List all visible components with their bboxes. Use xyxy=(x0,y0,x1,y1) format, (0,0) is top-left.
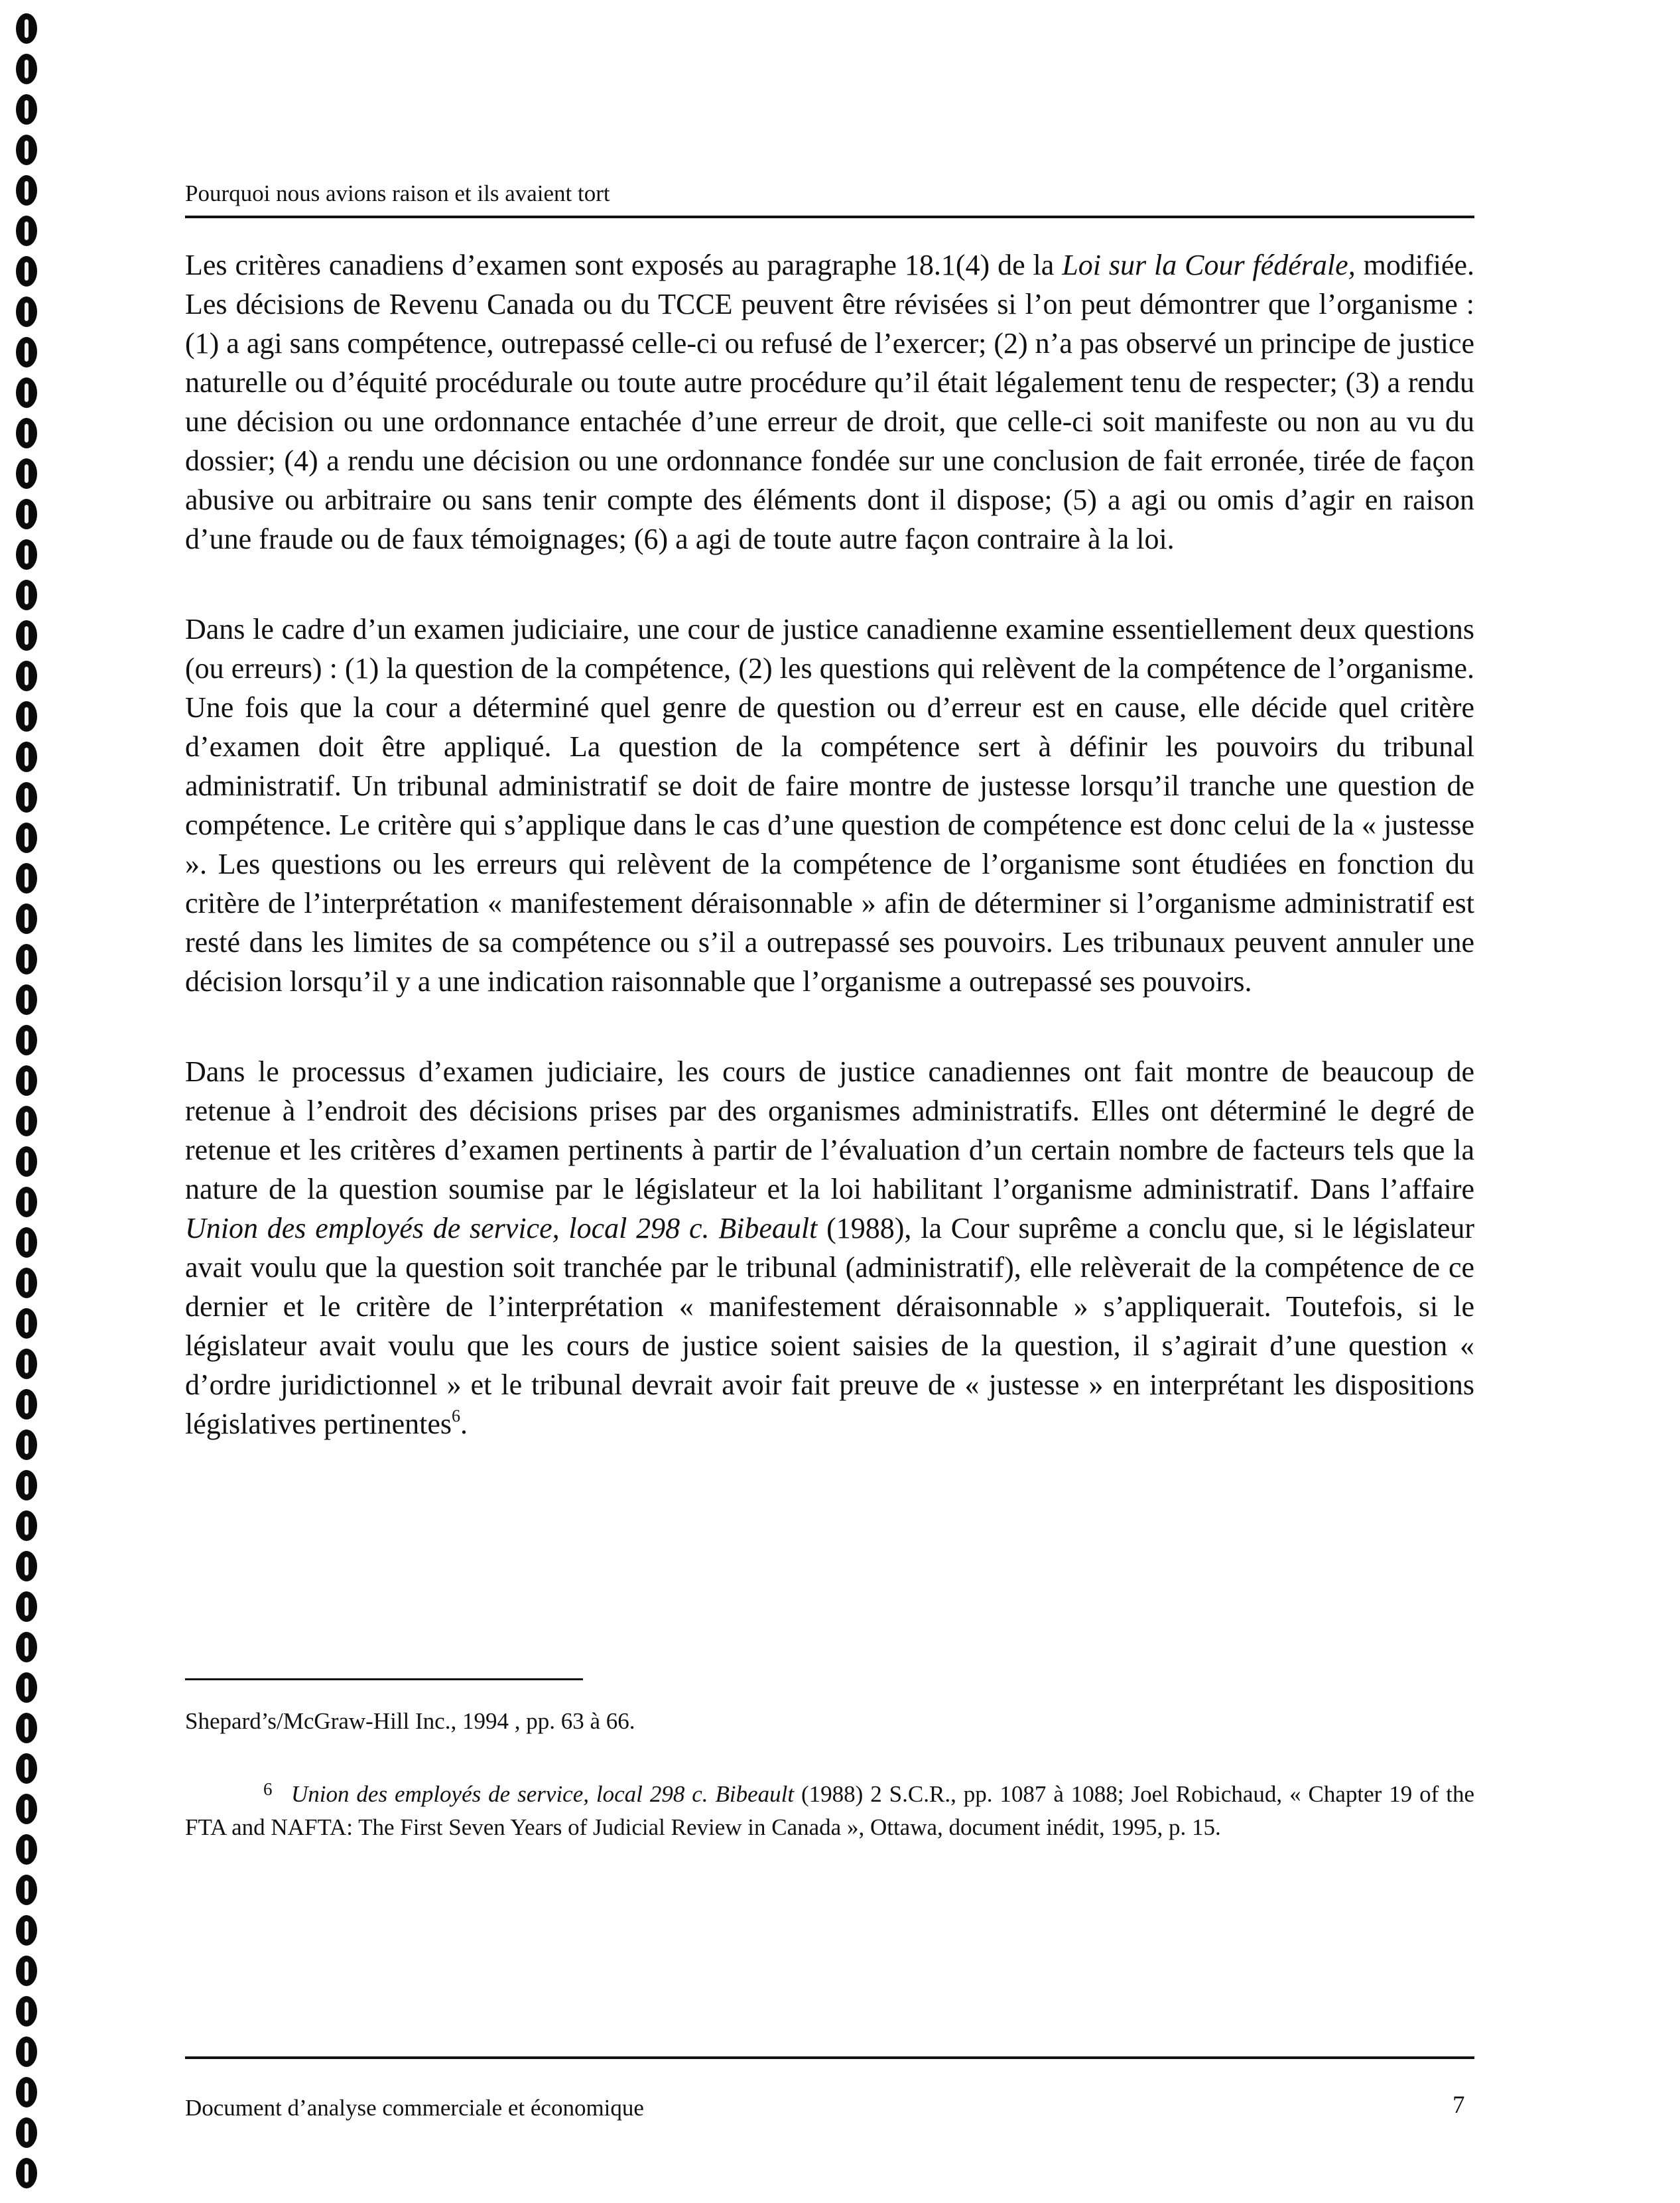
binding-hole xyxy=(16,418,37,448)
binding-hole xyxy=(16,1510,37,1541)
header-rule xyxy=(185,216,1474,218)
binding-hole xyxy=(16,1591,37,1622)
binding-hole xyxy=(16,661,37,691)
paragraph-1-text-b: modifiée. Les décisions de Revenu Canada ou du TCCE peuvent être révisées si l’on peut démontrer que l’organisme : (1) a agi sans compétence, outrepassé celle-ci ou refusé de l’exercer; (2) n’a pas observé un principe de justice naturelle ou d’équité procédurale ou toute autre procédure qu’il était légalement tenu de respecter; (3) a rendu une décision ou une ordonnance entachée d’une erreur de droit, que celle-ci soit manifeste ou non au vu du dossier; (4) a rendu une décision ou une ordonnance fondée sur une conclusion de fait erronée, tirée de façon abusive ou arbitraire ou sans tenir compte des éléments dont il dispose; (5) a agi ou omis d’agir en raison d’une fraude ou de faux témoignages; (6) a agi de toute autre façon contraire à la loi. xyxy=(185,249,1474,555)
binding-hole xyxy=(16,1308,37,1339)
binding-hole xyxy=(16,1794,37,1824)
binding-hole xyxy=(16,1996,37,2027)
paragraph-1-text-a: Les critères canadiens d’examen sont exposés au paragraphe 18.1(4) de la xyxy=(185,249,1063,281)
binding-hole xyxy=(16,1349,37,1379)
binding-hole xyxy=(16,1713,37,1743)
binding-hole xyxy=(16,2158,37,2188)
footnotes xyxy=(185,1705,1474,1844)
binding-hole xyxy=(16,458,37,489)
running-header: Pourquoi nous avions raison et ils avaient tort xyxy=(185,180,610,206)
binding-hole xyxy=(16,782,37,813)
binding-hole xyxy=(16,1956,37,1986)
binding-hole xyxy=(16,377,37,408)
paragraph-2: Dans le cadre d’un examen judiciaire, une cour de justice canadienne examine essentiellement deux questions (ou erreurs) : (1) la question de la compétence, (2) les questions qui relèvent de la compétence de l’organisme. Une fois que la cour a déterminé quel genre de question ou d’erreur est en cause, elle décide quel critère d’examen doit être appliqué. La question de la compétence sert à définir les pouvoirs du tribunal administratif. Un tribunal administratif se doit de faire montre de justesse lorsqu’il tranche une question de compétence. Le critère qui s’applique dans le cas d’une question de compétence est donc celui de la « justesse ». Les questions ou les erreurs qui relèvent de la compétence de l’organisme sont étudiées en fonction du critère de l’interprétation « manifestement déraisonnable » afin de déterminer si l’organisme administratif est resté dans les limites de sa compétence ou s’il a outrepassé ses pouvoirs. Les tribunaux peuvent annuler une décision lorsqu’il y a une indication raisonnable que l’organisme a outrepassé ses pouvoirs. xyxy=(185,613,1474,998)
binding-hole xyxy=(16,1915,37,1946)
footnote-6-italic: Union des employés de service, local 298 c. Bibeault xyxy=(291,1781,795,1807)
binding-hole xyxy=(16,984,37,1015)
paragraph-3 xyxy=(185,1052,1474,1443)
main-text xyxy=(185,245,1474,1495)
binding-hole xyxy=(16,1025,37,1055)
binding-hole xyxy=(16,94,37,125)
paragraph-1-italic: Loi sur la Cour fédérale, xyxy=(1062,249,1356,281)
binding-hole xyxy=(16,2117,37,2148)
binding-hole xyxy=(16,903,37,934)
footnote-6 xyxy=(185,1772,1474,1844)
binding-hole xyxy=(16,742,37,772)
paragraph-3-italic: Union des employés de service, local 298 c. Bibeault xyxy=(185,1212,818,1244)
footnote-rule xyxy=(185,1678,583,1680)
binding-hole xyxy=(16,1470,37,1501)
page-number: 7 xyxy=(1453,2092,1465,2119)
binding-hole xyxy=(16,2077,37,2107)
binding-hole xyxy=(16,256,37,287)
binding-hole xyxy=(16,1551,37,1581)
running-footer: Document d’analyse commerciale et économique xyxy=(185,2095,644,2121)
footnote-continuation: Shepard’s/McGraw-Hill Inc., 1994 , pp. 63 à 66. xyxy=(185,1708,635,1734)
binding-hole xyxy=(16,1753,37,1784)
binding-hole xyxy=(16,1268,37,1298)
binding-hole xyxy=(16,175,37,206)
binding-holes xyxy=(12,13,41,2196)
binding-hole xyxy=(16,580,37,610)
binding-hole xyxy=(16,135,37,165)
paragraph-3-end: . xyxy=(460,1408,468,1440)
binding-hole xyxy=(16,1389,37,1420)
binding-hole xyxy=(16,1187,37,1217)
binding-hole xyxy=(16,337,37,367)
binding-hole xyxy=(16,1227,37,1258)
binding-hole xyxy=(16,1146,37,1177)
footnote-6-number: 6 xyxy=(263,1779,273,1799)
binding-hole xyxy=(16,701,37,732)
binding-hole xyxy=(16,297,37,327)
binding-hole xyxy=(16,1834,37,1865)
binding-hole xyxy=(16,54,37,84)
binding-hole xyxy=(16,2036,37,2067)
binding-hole xyxy=(16,1632,37,1662)
binding-hole xyxy=(16,499,37,529)
binding-hole xyxy=(16,620,37,651)
binding-hole xyxy=(16,863,37,894)
binding-hole xyxy=(16,539,37,570)
binding-hole xyxy=(16,823,37,853)
binding-hole xyxy=(16,1430,37,1460)
paragraph-3-text-a: Dans le processus d’examen judiciaire, les cours de justice canadiennes ont fait montre de beaucoup de retenue à l’endroit des décisions prises par des organismes administratifs. Elles ont déterminé le degré de retenue et les critères d’examen pertinents à partir de l’évaluation d’un certain nombre de facteurs tels que la nature de la question soumise par le législateur et la loi habilitant l’organisme administratif. Dans l’affaire xyxy=(185,1055,1474,1205)
binding-hole xyxy=(16,1875,37,1905)
binding-hole xyxy=(16,216,37,246)
binding-hole xyxy=(16,1106,37,1136)
binding-hole xyxy=(16,1065,37,1096)
footnote-reference: 6 xyxy=(452,1406,460,1426)
binding-hole xyxy=(16,1672,37,1703)
paragraph-1 xyxy=(185,245,1474,559)
footer-rule xyxy=(185,2056,1474,2059)
binding-hole xyxy=(16,13,37,44)
binding-hole xyxy=(16,944,37,974)
footnote-6-text: (1988) 2 S.C.R., pp. 1087 à 1088; Joel Robichaud, « Chapter 19 of the FTA and NAFTA: The First Seven Years of Judicial Review in Canada », Ottawa, document inédit, 1995, p. 15. xyxy=(185,1781,1475,1840)
paragraph-3-text-b: (1988), la Cour suprême a conclu que, si le législateur avait voulu que la question soit tranchée par le tribunal (administratif), elle relèverait de la compétence de ce dernier et le critère de l’interprétation « manifestement déraisonnable » s’appliquerait. Toutefois, si le législateur avait voulu que les cours de justice soient saisies de la question, il s’agirait d’une question « d’ordre juridictionnel » et le tribunal devrait avoir fait preuve de « justesse » en interprétant les dispositions législatives pertinentes xyxy=(185,1212,1474,1440)
